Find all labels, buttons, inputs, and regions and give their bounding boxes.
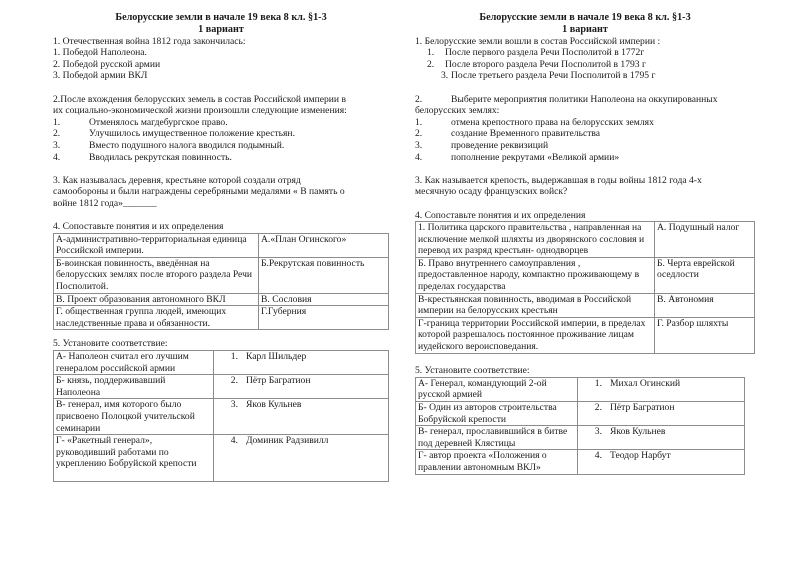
table-row [416, 222, 755, 258]
term-cell: В. Сословия [259, 293, 389, 306]
table-row [54, 375, 389, 399]
question-text: войне 1812 года»_______ [53, 197, 157, 209]
table-row [416, 257, 755, 293]
question-heading: 5. Установите соответствие: [53, 338, 168, 350]
matching-table [415, 221, 755, 354]
person-cell: 4. Доминик Радзивилл [214, 435, 389, 482]
question-text: 1. Отечественная война 1812 года закончилась: [53, 35, 246, 47]
table-row [416, 402, 745, 426]
table-row [54, 399, 389, 435]
table-row [54, 257, 389, 293]
description-cell: А- Наполеон считал его лучшим генералом российской армии [54, 351, 214, 375]
definition-cell: Б-воинская повинность, введённая на белорусских землях после второго раздела Речи Посполитой. [54, 257, 259, 293]
term-cell: А. Подушный налог [655, 222, 755, 258]
table-row [54, 293, 389, 306]
variant-left-column [53, 12, 389, 482]
question-heading: 4. Сопоставьте понятия и их определения [53, 221, 224, 233]
answer-option: 3. Вместо подушного налога вводился подымный. [53, 139, 285, 151]
question-2 [415, 94, 755, 164]
answer-option: 1. отмена крепостного права на белорусских землях [415, 116, 654, 128]
definition-cell: В-крестьянская повинность, вводимая в Российской империи на белорусских крестьян [416, 293, 655, 317]
person-cell: 1. Михал Огинский [578, 377, 745, 401]
question-4 [415, 210, 755, 354]
definition-cell: Г. общественная группа людей, имеющих наследственные права и обязанности. [54, 306, 259, 330]
term-cell: А.«План Огинского» [259, 233, 389, 257]
question-text: 3. Как называется крепость, выдержавшая в годы войны 1812 года 4-х [415, 174, 702, 186]
table-row [54, 306, 389, 330]
table-row [416, 377, 745, 401]
description-cell: В- генерал, имя которого было присвоено Полоцкой учительской семинарии [54, 399, 214, 435]
worksheet-title: Белорусские земли в начале 19 века 8 кл. §1-3 [115, 12, 327, 23]
description-cell: Г- «Ракетный генерал», руководивший работами по укреплению Бобруйской крепости [54, 435, 214, 482]
person-cell: 4. Теодор Нарбут [578, 450, 745, 474]
description-cell: Г- автор проекта «Положения о правлении автономным ВКЛ» [416, 450, 578, 474]
question-1 [415, 36, 755, 82]
description-cell: Б- Один из авторов строительства Бобруйской крепости [416, 402, 578, 426]
answer-option: 4. Вводилась рекрутская повинность. [53, 151, 232, 163]
question-text: 3. Как называлась деревня, крестьяне которой создали отряд [53, 174, 301, 186]
question-2 [53, 94, 389, 164]
definition-cell: 1. Политика царского правительства , направленная на исключение мелкой шляхты из дворянского сословия и перевод их разряд крестьян- однодворцев [416, 222, 655, 258]
term-cell: Б.Рекрутская повинность [259, 257, 389, 293]
definition-cell: Г-граница территории Российской империи, в пределах которой разрешалось постоянное проживание лицам иудейского вероисповедания. [416, 317, 655, 353]
answer-option: 1. Отменялось магдебургское право. [53, 116, 228, 128]
question-5 [53, 338, 389, 482]
variant-label: 1 вариант [562, 23, 608, 35]
question-text: 1. Белорусские земли вошли в состав Российской империи : [415, 35, 661, 47]
term-cell: Б. Черта еврейской оседлости [655, 257, 755, 293]
person-cell: 2. Пётр Багратион [214, 375, 389, 399]
term-cell: Г. Разбор шляхты [655, 317, 755, 353]
answer-option: 1. Победой Наполеона. [53, 47, 147, 59]
description-cell: Б- князь, поддерживавший Наполеона [54, 375, 214, 399]
question-text: их социально-экономической жизни произошли следующие изменения: [53, 105, 347, 117]
question-text: белорусских землях: [415, 105, 500, 117]
person-cell: 3. Яков Кульнев [214, 399, 389, 435]
question-1 [53, 36, 389, 82]
answer-option: 4. пополнение рекрутами «Великой армии» [415, 151, 620, 163]
answer-option: 2. Победой русской армии [53, 58, 161, 70]
table-row [416, 426, 745, 450]
matching-table [415, 377, 745, 475]
matching-table [53, 233, 389, 331]
answer-option: 2. После второго раздела Речи Посполитой в 1793 г [427, 58, 646, 70]
question-4 [53, 221, 389, 330]
question-text: месячную осаду французских войск? [415, 186, 568, 198]
person-cell: 2. Пётр Багратион [578, 402, 745, 426]
question-5 [415, 365, 755, 474]
answer-option: 1. После первого раздела Речи Посполитой в 1772г [427, 47, 645, 59]
table-row [416, 293, 755, 317]
description-cell: В- генерал, прославившийся в битве под деревней Клястицы [416, 426, 578, 450]
answer-option: 2. создание Временного правительства [415, 128, 601, 140]
person-cell: 3. Яков Кульнев [578, 426, 745, 450]
answer-option: 3. проведение реквизиций [415, 139, 549, 151]
question-3 [53, 175, 389, 210]
question-text: 2.После вхождения белорусских земель в состав Российской империи в [53, 93, 346, 105]
definition-cell: Б. Право внутреннего самоуправления , предоставленное народу, компактно проживающему в пределах государства [416, 257, 655, 293]
table-row [416, 317, 755, 353]
matching-table [53, 350, 389, 482]
person-cell: 1. Карл Шильдер [214, 351, 389, 375]
question-heading: 5. Установите соответствие: [415, 365, 530, 377]
answer-option: 2. Улучшилось имущественное положение крестьян. [53, 128, 295, 140]
question-text: 2. Выберите мероприятия политики Наполеона на оккупированных [415, 93, 718, 105]
table-row [54, 435, 389, 482]
question-heading: 4. Сопоставьте понятия и их определения [415, 209, 586, 221]
description-cell: А- Генерал, командующий 2-ой русской армией [416, 377, 578, 401]
worksheet-title: Белорусские земли в начале 19 века 8 кл. §1-3 [479, 12, 691, 23]
definition-cell: В. Проект образования автономного ВКЛ [54, 293, 259, 306]
term-cell: В. Автономия [655, 293, 755, 317]
definition-cell: А-административно-территориальная единица Российской империи. [54, 233, 259, 257]
table-row [54, 233, 389, 257]
table-row [416, 450, 745, 474]
term-cell: Г.Губерния [259, 306, 389, 330]
answer-option: 3. Победой армии ВКЛ [53, 70, 148, 82]
question-text: самообороны и были награждены серебряными медалями « В память о [53, 186, 345, 198]
table-row [54, 351, 389, 375]
answer-option: 3. После третьего раздела Речи Посполитой в 1795 г [441, 70, 656, 82]
question-3 [415, 175, 755, 198]
variant-right-column [415, 12, 755, 475]
variant-label: 1 вариант [198, 23, 244, 35]
